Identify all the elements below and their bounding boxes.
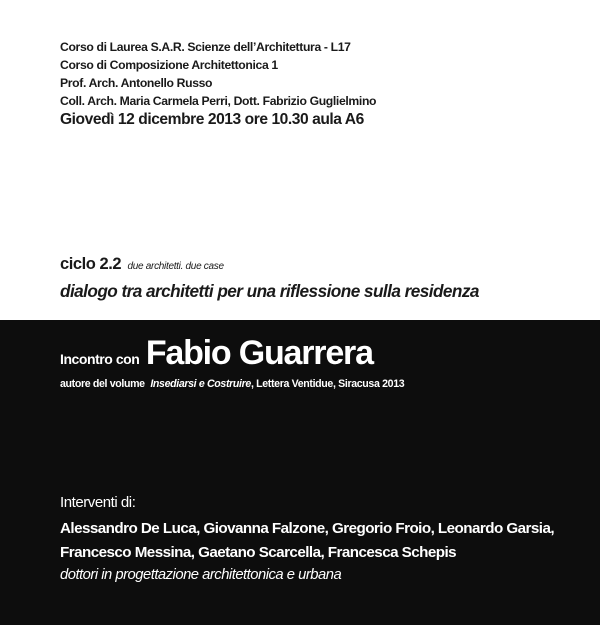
- cycle-title: dialogo tra architetti per una riflessione sulla residenza: [60, 281, 479, 301]
- contributors-line-1: Alessandro De Luca, Giovanna Falzone, Gregorio Froio, Leonardo Garsia,: [60, 520, 555, 537]
- book-title: Insediarsi e Costruire: [150, 378, 251, 390]
- course-line-course: Corso di Composizione Architettonica 1: [60, 58, 278, 72]
- cycle-label: ciclo 2.2: [60, 255, 122, 273]
- speaker-book-credit: [60, 378, 404, 390]
- contributors-line-2: Francesco Messina, Gaetano Scarcella, Francesca Schepis: [60, 544, 457, 561]
- cycle-subtitle: due architetti. due case: [127, 261, 224, 272]
- book-publisher: , Lettera Ventidue, Siracusa 2013: [250, 378, 405, 390]
- contributors-list: [60, 517, 554, 565]
- course-line-professor: Prof. Arch. Antonello Russo: [60, 76, 213, 90]
- course-line-degree: Corso di Laurea S.A.R. Scienze dell’Architettura - L17: [60, 40, 351, 54]
- event-date: Giovedì 12 dicembre 2013 ore 10.30 aula A6: [60, 111, 364, 128]
- speaker-heading: [60, 334, 373, 373]
- contributors-label: Interventi di:: [60, 494, 136, 511]
- poster-bottom-panel: [0, 320, 600, 625]
- course-line-collaborators: Coll. Arch. Maria Carmela Perri, Dott. Fabrizio Guglielmino: [60, 94, 377, 108]
- author-prefix: autore del volume: [60, 378, 145, 390]
- speaker-name: Fabio Guarrera: [145, 334, 373, 372]
- speaker-lead: Incontro con: [60, 351, 140, 367]
- cycle-heading: [60, 255, 224, 274]
- course-header: [60, 38, 376, 131]
- contributors-role: dottori in progettazione architettonica e urbana: [60, 567, 342, 583]
